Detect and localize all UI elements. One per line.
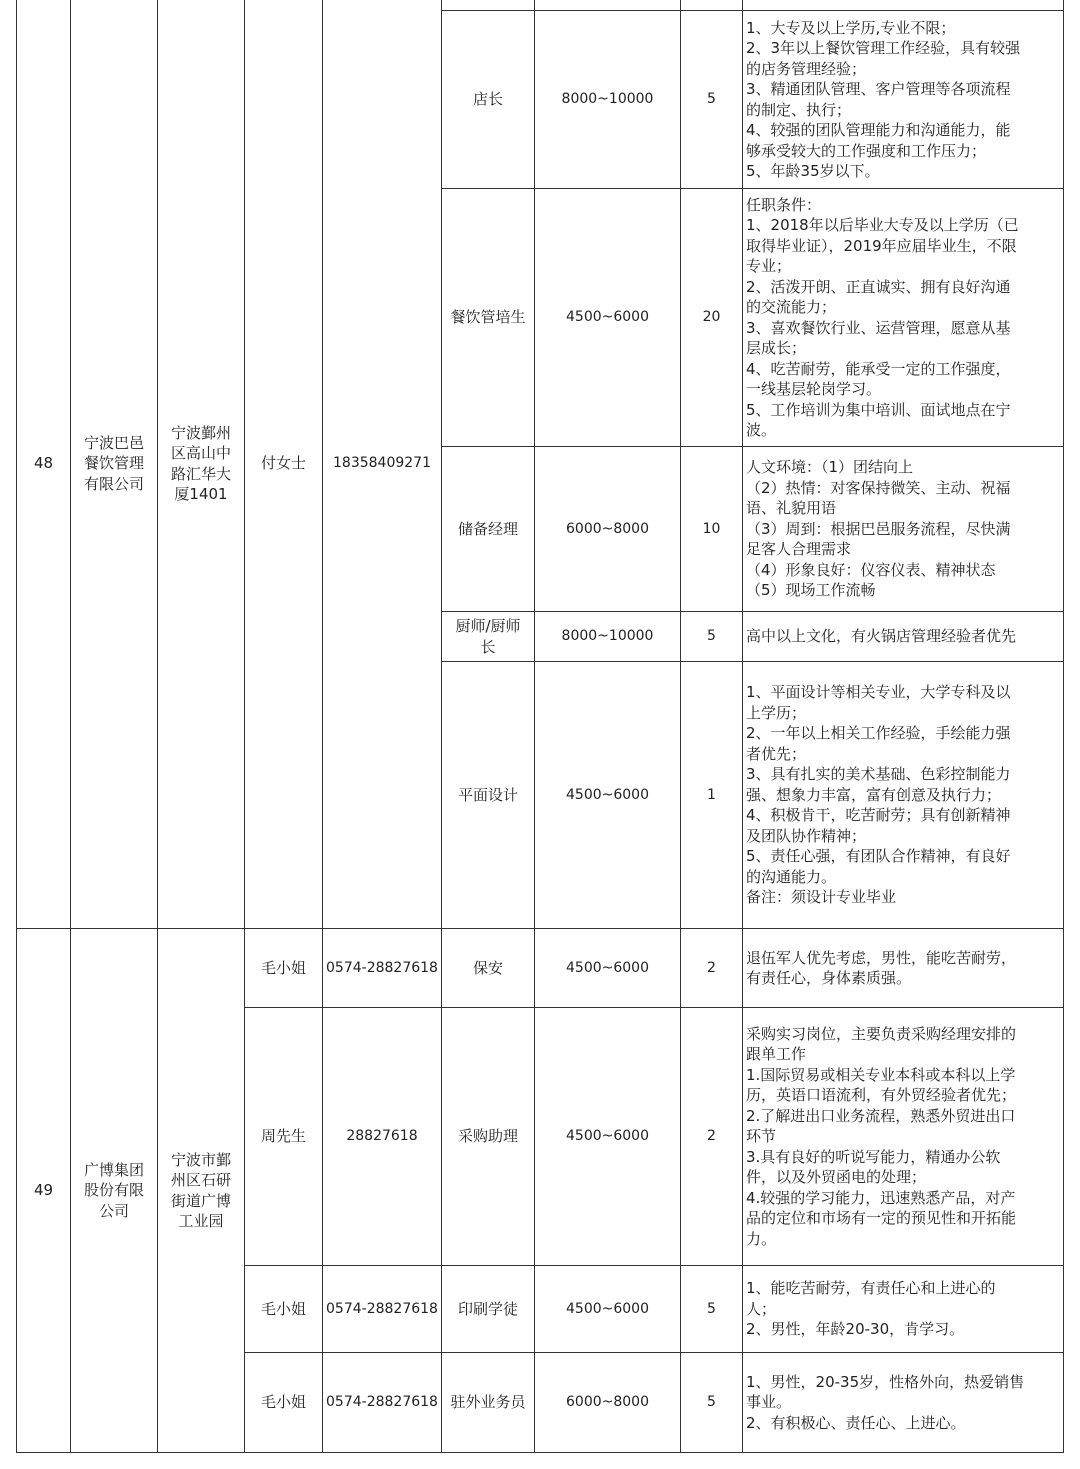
job-title: 保安: [442, 929, 535, 1008]
job-count: 20: [681, 189, 743, 447]
row-index: 48: [17, 0, 71, 929]
job-requirements: 1、能吃苦耐劳，有责任心和上进心的 人； 2、男性，年龄20-30，肯学习。: [743, 1266, 1064, 1353]
company-address: 宁波鄞州 区高山中 路汇华大 厦1401: [158, 0, 245, 929]
empty-cell: [681, 0, 743, 11]
job-count: 1: [681, 662, 743, 929]
job-count: 5: [681, 11, 743, 189]
contact-phone: 28827618: [323, 1008, 442, 1266]
job-requirements: 高中以上文化，有火锅店管理经验者优先: [743, 612, 1064, 662]
contact-phone: 0574-28827618: [323, 929, 442, 1008]
job-requirements: 采购实习岗位，主要负责采购经理安排的 跟单工作 1.国际贸易或相关专业本科或本科以上学 历，英语口语流利，有外贸经验者优先； 2.了解进出口业务流程，熟悉外贸进出口 环节 3.具有良好的听说写能力，精通办公软 件，以及外贸函电的处理； 4.较强的学习能力，迅速熟悉产品，对产 品的定位和市场有一定的预见性和开拓能 力。: [743, 1008, 1064, 1266]
recruitment-table: [16, 0, 1064, 1453]
contact-name: 毛小姐: [245, 1353, 323, 1453]
contact-phone: 0574-28827618: [323, 1266, 442, 1353]
job-salary: 4500~6000: [535, 189, 681, 447]
job-title: 餐饮管培生: [442, 189, 535, 447]
row-index: 49: [17, 929, 71, 1453]
company-name: 宁波巴邑 餐饮管理 有限公司: [71, 0, 158, 929]
contact-phone: 0574-28827618: [323, 1353, 442, 1453]
job-salary: 8000~10000: [535, 11, 681, 189]
empty-cell: [743, 0, 1064, 11]
contact-phone: 18358409271: [323, 0, 442, 929]
contact-name: 付女士: [245, 0, 323, 929]
job-salary: 4500~6000: [535, 929, 681, 1008]
job-title: 店长: [442, 11, 535, 189]
job-requirements: 退伍军人优先考虑，男性，能吃苦耐劳， 有责任心，身体素质强。: [743, 929, 1064, 1008]
job-requirements: 1、男性，20-35岁，性格外向，热爱销售 事业。 2、有积极心、责任心、上进心。: [743, 1353, 1064, 1453]
job-salary: 6000~8000: [535, 447, 681, 612]
job-requirements: 1、平面设计等相关专业，大学专科及以 上学历； 2、一年以上相关工作经验，手绘能力强 者优先； 3、具有扎实的美术基础、色彩控制能力 强、想象力丰富，富有创意及执行力； 4、积极肯干，吃苦耐劳；具有创新精神 及团队协作精神； 5、责任心强，有团队合作精神，有良好 的沟通能力。 备注：须设计专业毕业: [743, 662, 1064, 929]
job-count: 5: [681, 1266, 743, 1353]
table-row: [17, 929, 1064, 1008]
job-count: 2: [681, 929, 743, 1008]
empty-cell: [535, 0, 681, 11]
contact-name: 毛小姐: [245, 929, 323, 1008]
job-requirements: 1、大专及以上学历,专业不限； 2、3年以上餐饮管理工作经验，具有较强 的店务管理经验； 3、精通团队管理、客户管理等各项流程 的制定、执行； 4、较强的团队管理能力和沟通能力，能 够承受较大的工作强度和工作压力； 5、年龄35岁以下。: [743, 11, 1064, 189]
job-title: 储备经理: [442, 447, 535, 612]
job-title: 驻外业务员: [442, 1353, 535, 1453]
job-salary: 8000~10000: [535, 612, 681, 662]
table-row: [17, 0, 1064, 11]
job-salary: 4500~6000: [535, 1266, 681, 1353]
job-count: 5: [681, 1353, 743, 1453]
company-name: 广博集团 股份有限 公司: [71, 929, 158, 1453]
job-requirements: 人文环境：（1）团结向上 （2）热情：对客保持微笑、主动、祝福 语、礼貌用语 （3）周到：根据巴邑服务流程，尽快满 足客人合理需求 （4）形象良好：仪容仪表、精神状态 （5）现场工作流畅: [743, 447, 1064, 612]
job-title: 厨师/厨师 长: [442, 612, 535, 662]
company-address: 宁波市鄞 州区石研 街道广博 工业园: [158, 929, 245, 1453]
job-requirements: 任职条件： 1、2018年以后毕业大专及以上学历（已 取得毕业证），2019年应届毕业生，不限 专业； 2、活泼开朗、正直诚实、拥有良好沟通 的交流能力； 3、喜欢餐饮行业、运营管理，愿意从基 层成长； 4、吃苦耐劳，能承受一定的工作强度， 一线基层轮岗学习。 5、工作培训为集中培训、面试地点在宁 波。: [743, 189, 1064, 447]
contact-name: 周先生: [245, 1008, 323, 1266]
job-count: 2: [681, 1008, 743, 1266]
job-salary: 4500~6000: [535, 662, 681, 929]
job-title: 印刷学徒: [442, 1266, 535, 1353]
job-title: 平面设计: [442, 662, 535, 929]
contact-name: 毛小姐: [245, 1266, 323, 1353]
job-salary: 4500~6000: [535, 1008, 681, 1266]
job-title: 采购助理: [442, 1008, 535, 1266]
job-count: 5: [681, 612, 743, 662]
job-salary: 6000~8000: [535, 1353, 681, 1453]
job-count: 10: [681, 447, 743, 612]
empty-cell: [442, 0, 535, 11]
